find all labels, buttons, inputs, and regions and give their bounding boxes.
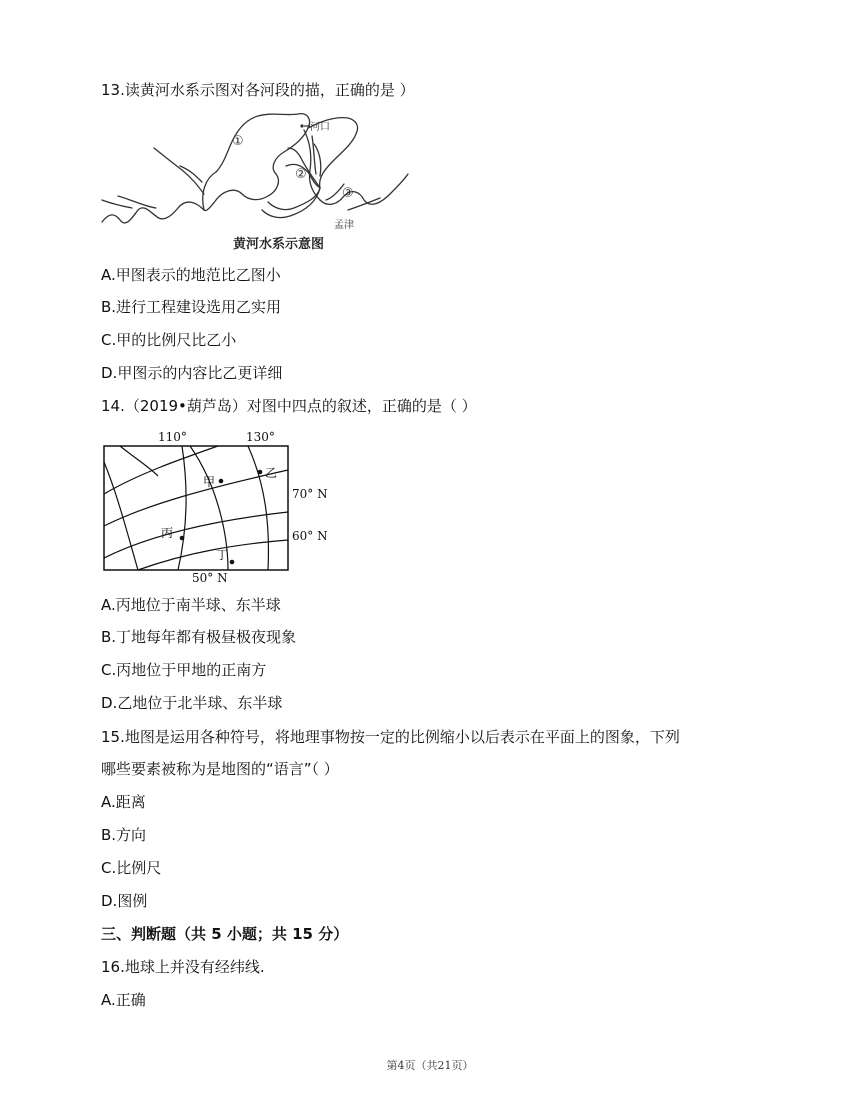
point-ding: 丁 [216,548,229,562]
q16-question: 16.地球上并没有经纬线. [101,958,265,976]
page-footer: 第4页（共21页） [386,1059,474,1072]
mengjin-label: 孟津 [334,220,354,231]
q14-option-b: B.丁地每年都有极昼极夜现象 [101,628,297,646]
q16-option-a: A.正确 [101,991,146,1009]
point-bing: 丙 [161,526,174,540]
q15-option-b: B.方向 [101,826,147,844]
q14-question: 14.（2019•葫芦岛）对图中四点的叙述，正确的是（ ） [101,397,477,415]
q13-option-c: C.甲的比例尺比乙小 [101,331,237,349]
segment-3-label: ③ [342,186,354,201]
q13-option-d: D.甲图示的内容比乙更详细 [101,364,283,382]
yellow-river-figure [98,112,410,258]
segment-2-label: ② [295,167,307,182]
q13-option-a: A.甲图表示的地范比乙图小 [101,266,281,284]
q13-question: 13.读黄河水系示图对各河段的描，正确的是 ） [101,81,415,99]
q15-option-c: C.比例尺 [101,859,162,877]
point-yi: 乙 [265,466,278,480]
lat-label-50: 50° N [192,571,228,585]
q15-option-d: D.图例 [101,892,148,910]
q14-option-c: C.丙地位于甲地的正南方 [101,661,267,679]
graticule-figure [98,426,338,586]
section-title: 三、判断题（共 5 小题；共 15 分） [101,925,349,943]
lat-label-60: 60° N [292,529,328,543]
figure-caption: 黄河水系示意图 [233,237,325,252]
lon-label-110: 110° [158,430,187,444]
q14-option-a: A.丙地位于南半球、东半球 [101,596,281,614]
lon-label-130: 130° [246,430,275,444]
q15-question-line2: 哪些要素被称为是地图的“语言”（ ） [101,760,339,778]
segment-1-label: ① [232,134,244,149]
hekou-label: 河口 [310,122,330,133]
q13-option-b: B.进行工程建设选用乙实用 [101,298,282,316]
q15-option-a: A.距离 [101,793,146,811]
q15-question-line1: 15.地图是运用各种符号，将地理事物按一定的比例缩小以后表示在平面上的图象，下列 [101,728,680,746]
q14-option-d: D.乙地位于北半球、东半球 [101,694,283,712]
point-jia: 甲 [203,475,216,489]
lat-label-70: 70° N [292,487,328,501]
